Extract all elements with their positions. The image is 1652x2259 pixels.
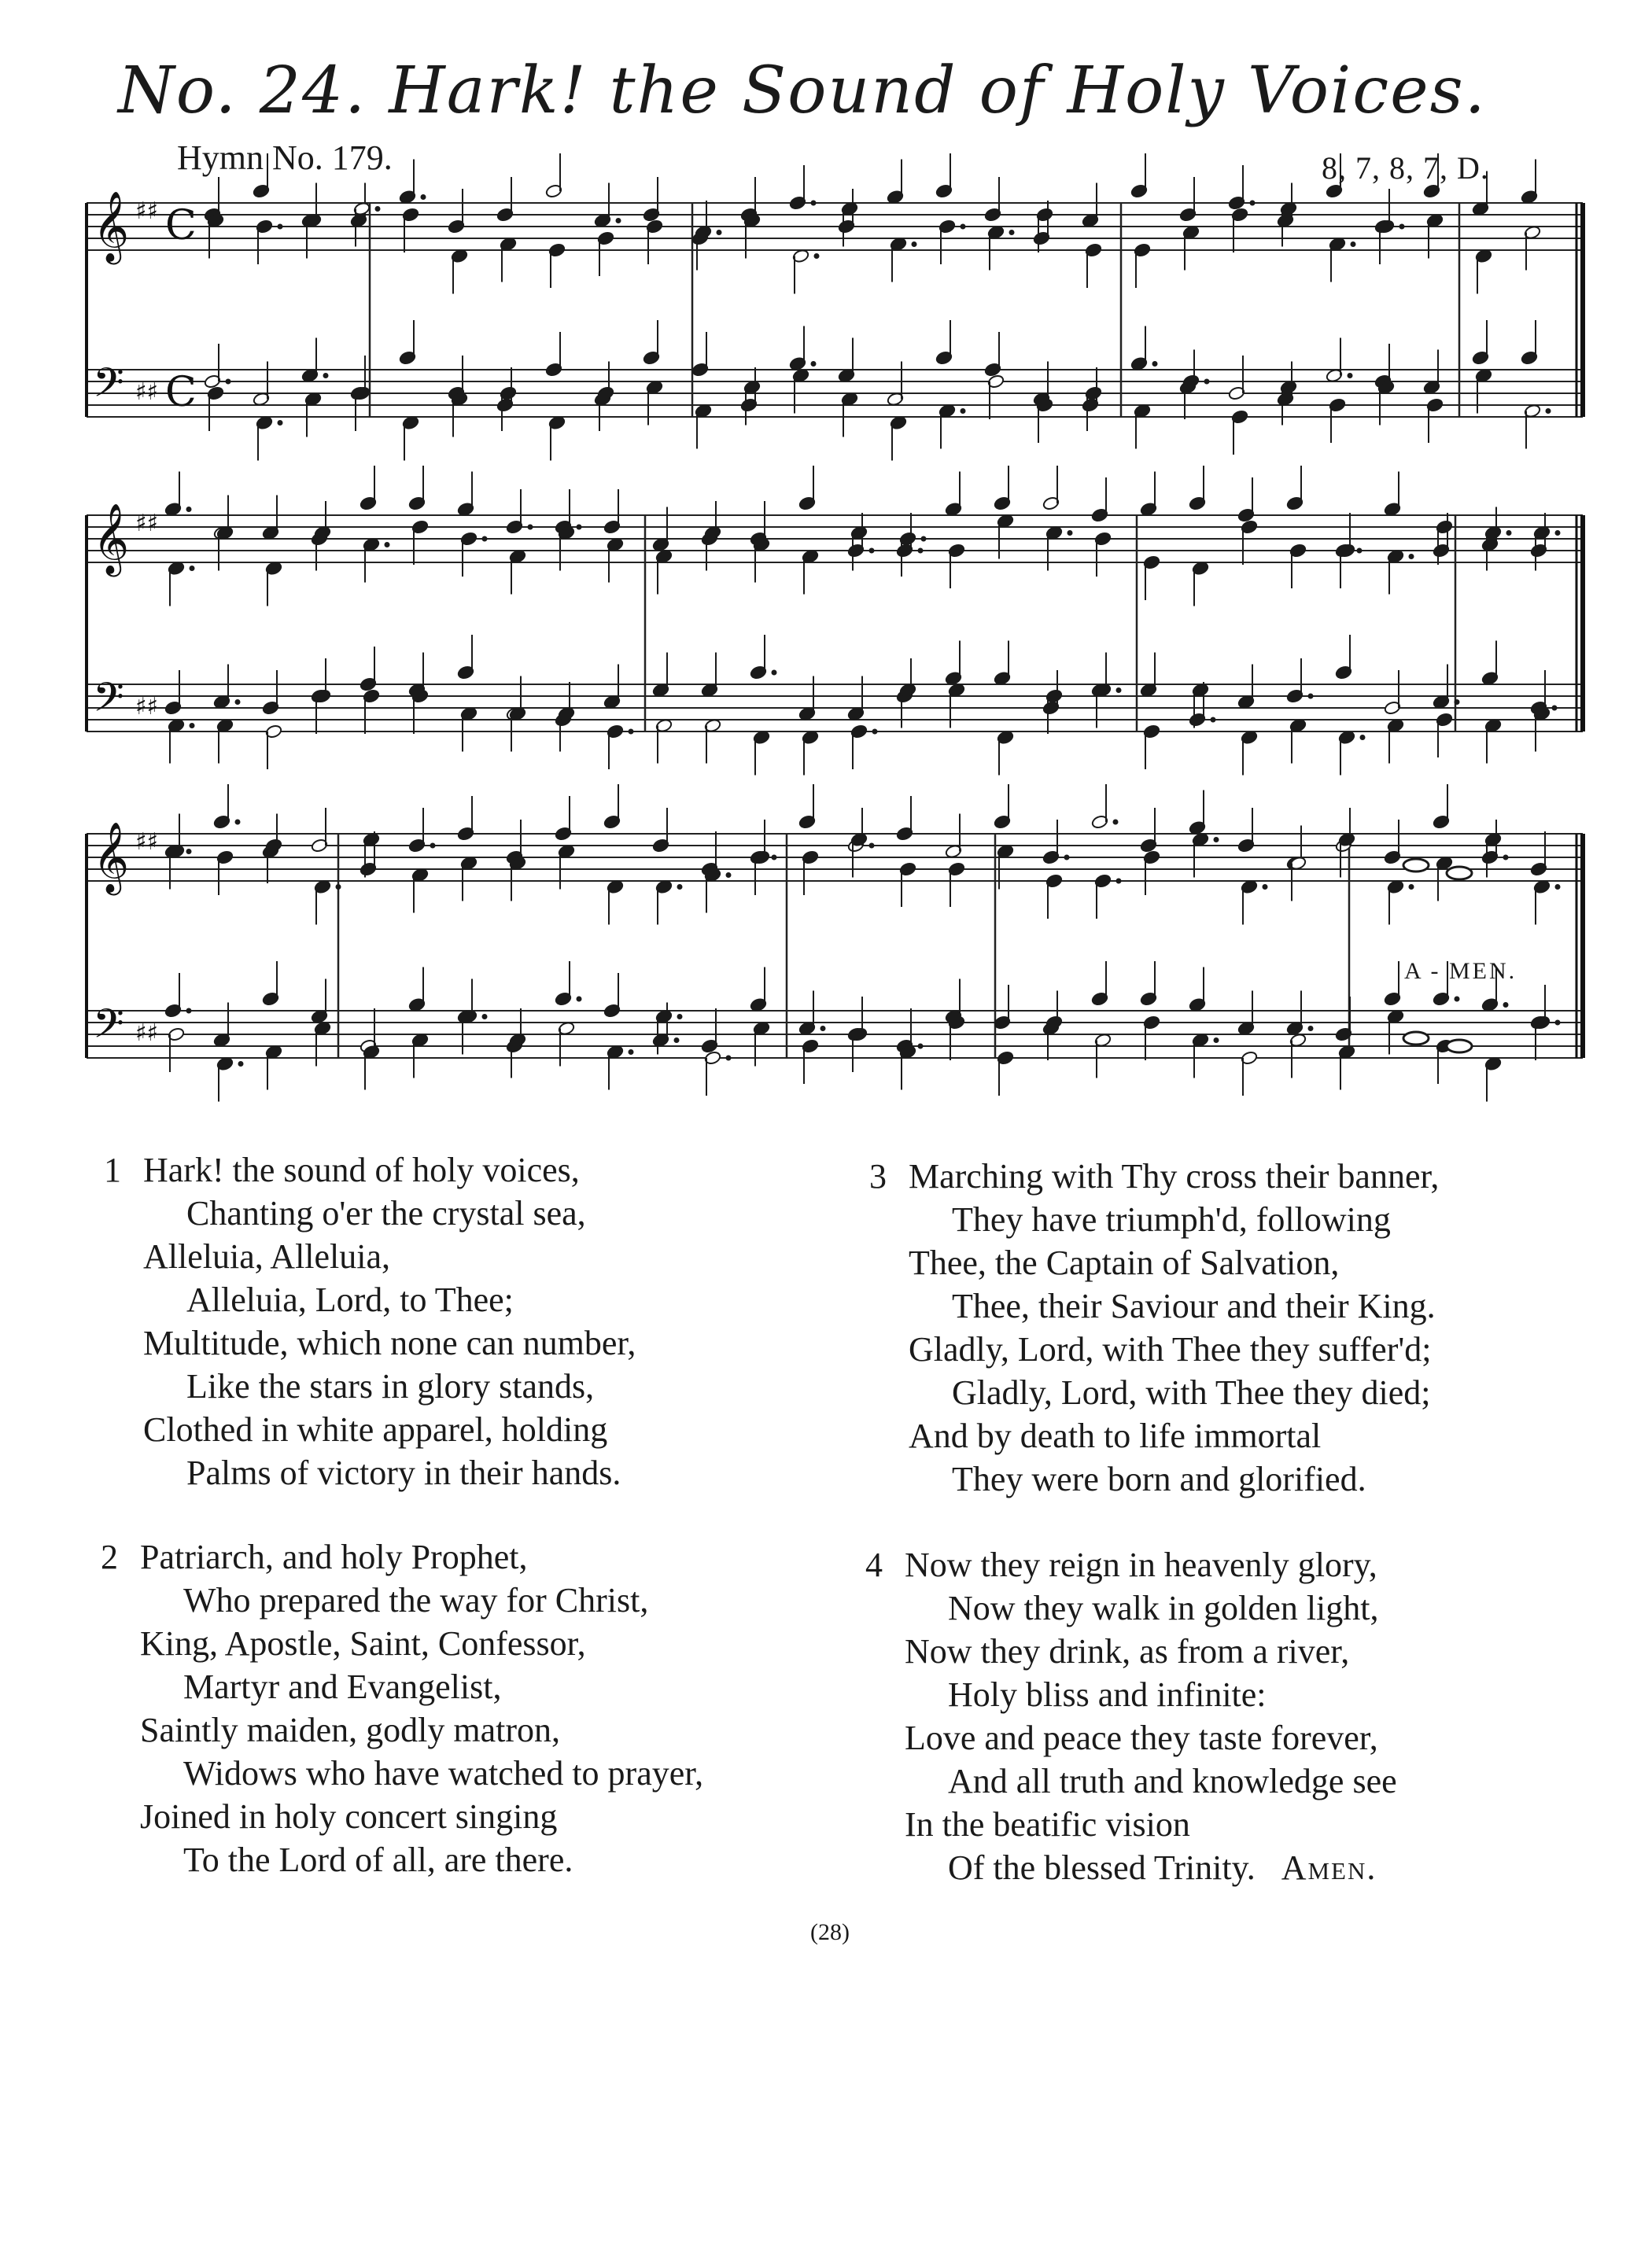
verse-number: 1 — [104, 1151, 121, 1189]
verse-line — [905, 1846, 1397, 1889]
note-dot — [1409, 555, 1414, 559]
treble-clef-icon: 𝄞 — [93, 822, 130, 893]
note-dot — [918, 548, 923, 553]
common-time-icon: C — [165, 369, 197, 416]
key-signature-icon: ♯♯ — [135, 693, 159, 720]
note-dot — [918, 1044, 923, 1048]
note-dot — [1204, 379, 1209, 384]
whole-note — [1447, 867, 1472, 879]
note-dot — [717, 230, 721, 235]
verse-2 — [101, 1535, 704, 1881]
verse-line: Patriarch, and holy Prophet, — [140, 1538, 528, 1576]
bass-clef-icon: 𝄢 — [93, 1000, 124, 1057]
verse-line: Marching with Thy cross their banner, — [909, 1157, 1440, 1196]
verse-number: 4 — [865, 1546, 883, 1584]
verse-line: Gladly, Lord, with Thee they suffer'd; — [909, 1330, 1432, 1369]
meter-label: 8, 7, 8, 7, D. — [1322, 150, 1489, 186]
note-dot — [629, 1050, 633, 1055]
note-dot — [1455, 700, 1459, 705]
note-dot — [1116, 879, 1121, 883]
note-dot — [235, 820, 240, 824]
note-dot — [577, 525, 581, 529]
verse-line: Joined in holy concert singing — [140, 1797, 558, 1836]
note-dot — [1555, 1020, 1560, 1025]
verse-line: Clothed in white apparel, holding — [143, 1410, 608, 1449]
note-dot — [1308, 694, 1313, 698]
verse-line: And by death to life immortal — [909, 1417, 1322, 1455]
verse-line: Widows who have watched to prayer, — [183, 1754, 704, 1793]
note-dot — [421, 195, 426, 200]
note-dot — [430, 843, 435, 848]
note-dot — [1351, 242, 1355, 247]
note-dot — [1009, 230, 1014, 235]
note-dot — [1360, 735, 1365, 740]
note-dot — [1409, 885, 1414, 890]
verse-line-text: Of the blessed Trinity. — [948, 1848, 1256, 1887]
treble-clef-icon: 𝄞 — [93, 503, 130, 574]
note-dot — [375, 207, 380, 212]
note-dot — [726, 1056, 731, 1060]
note-dot — [1552, 706, 1557, 710]
verse-line: Holy bliss and infinite: — [948, 1675, 1267, 1714]
verse-line: Alleluia, Alleluia, — [143, 1237, 391, 1276]
verse-line: Love and peace they taste forever, — [905, 1719, 1378, 1757]
verse-line: Now they drink, as from a river, — [905, 1632, 1350, 1671]
note-dot — [336, 885, 341, 890]
note-dot — [278, 421, 282, 426]
note-dot — [1308, 1026, 1313, 1031]
key-signature-icon: ♯♯ — [135, 1019, 159, 1047]
note-dot — [1263, 885, 1267, 890]
note-dot — [1506, 531, 1511, 536]
note-dot — [1555, 531, 1560, 536]
note-dot — [323, 374, 328, 378]
verse-line: Who prepared the way for Christ, — [183, 1581, 649, 1620]
note-dot — [820, 1026, 825, 1031]
verse-line: They have triumph'd, following — [952, 1200, 1391, 1239]
note-dot — [1214, 1038, 1219, 1043]
verse-number: 3 — [869, 1157, 887, 1196]
note-dot — [528, 525, 533, 529]
note-dot — [186, 849, 191, 854]
key-signature-icon: ♯♯ — [135, 378, 159, 406]
verse-line: Now they reign in heavenly glory, — [905, 1546, 1377, 1584]
verse-line: Palms of victory in their hands. — [186, 1454, 621, 1492]
verse-line: And all truth and knowledge see — [948, 1762, 1397, 1800]
note-dot — [482, 536, 487, 541]
verse-line: They were born and glorified. — [952, 1460, 1366, 1498]
note-dot — [278, 224, 282, 229]
key-signature-icon: ♯♯ — [135, 197, 159, 225]
note-dot — [1152, 362, 1157, 367]
hymn-reference: Hymn No. 179. — [177, 138, 393, 177]
note-dot — [677, 885, 682, 890]
note-dot — [811, 201, 816, 205]
note-dot — [961, 224, 965, 229]
note-dot — [674, 1038, 679, 1043]
note-dot — [1455, 997, 1459, 1001]
treble-clef-icon: 𝄞 — [93, 191, 130, 262]
score-notes — [164, 153, 1560, 1102]
bass-clef-icon: 𝄢 — [93, 359, 124, 416]
verse-line: Thee, the Captain of Salvation, — [909, 1244, 1340, 1282]
verse-line: Now they walk in golden light, — [948, 1589, 1379, 1627]
note-dot — [869, 843, 874, 848]
verse-line: Alleluia, Lord, to Thee; — [186, 1281, 514, 1319]
note-dot — [616, 219, 621, 223]
note-dot — [186, 507, 191, 512]
note-dot — [869, 548, 874, 553]
note-dot — [1503, 855, 1508, 860]
note-dot — [1211, 717, 1215, 722]
note-dot — [772, 670, 776, 675]
note-dot — [1357, 548, 1362, 553]
note-dot — [385, 543, 389, 547]
note-dot — [912, 242, 916, 247]
note-dot — [190, 566, 194, 571]
verse-number: 2 — [101, 1538, 118, 1576]
verse-line: Chanting o'er the crystal sea, — [186, 1194, 586, 1233]
note-dot — [238, 1062, 243, 1067]
verse-1 — [104, 1148, 636, 1494]
page-title: No. 24. Hark! the Sound of Holy Voices. — [118, 53, 1487, 128]
note-dot — [677, 1015, 682, 1019]
amen-label: A - MEN. — [1404, 958, 1517, 984]
whole-note — [1447, 1040, 1472, 1052]
verse-3 — [869, 1155, 1440, 1501]
verse-line: Saintly maiden, godly matron, — [140, 1711, 561, 1749]
verse-line: To the Lord of all, are there. — [183, 1841, 573, 1879]
note-dot — [872, 729, 877, 734]
note-dot — [1064, 855, 1069, 860]
verse-line: Like the stars in glory stands, — [186, 1367, 595, 1406]
note-dot — [1250, 201, 1255, 205]
note-dot — [235, 700, 240, 705]
verse-line: King, Apostle, Saint, Confessor, — [140, 1624, 586, 1663]
note-dot — [1214, 838, 1219, 842]
bass-clef-icon: 𝄢 — [93, 673, 124, 731]
verse-line: In the beatific vision — [905, 1805, 1190, 1844]
note-dot — [1546, 409, 1551, 414]
verse-line: Thee, their Saviour and their King. — [952, 1287, 1436, 1325]
note-dot — [186, 1008, 191, 1013]
verse-line: Hark! the sound of holy voices, — [143, 1151, 580, 1189]
note-dot — [961, 409, 965, 414]
verse-4 — [865, 1543, 1397, 1889]
amen-text: Amen. — [1281, 1848, 1377, 1887]
whole-note — [1403, 859, 1429, 872]
note-dot — [1555, 885, 1560, 890]
key-signature-icon: ♯♯ — [135, 510, 159, 537]
note-dot — [1113, 820, 1118, 824]
note-dot — [190, 724, 194, 728]
note-dot — [811, 362, 816, 367]
note-dot — [1116, 688, 1121, 693]
note-dot — [629, 729, 633, 734]
score-systems — [87, 191, 1583, 1058]
note-dot — [577, 997, 581, 1001]
note-dot — [1399, 224, 1404, 229]
note-dot — [482, 1015, 487, 1019]
note-dot — [772, 855, 776, 860]
note-dot — [814, 254, 819, 259]
note-dot — [1503, 1003, 1508, 1008]
note-dot — [726, 873, 731, 878]
common-time-icon: C — [165, 202, 197, 249]
note-dot — [1348, 374, 1352, 378]
verse-line: Martyr and Evangelist, — [183, 1668, 502, 1706]
verse-line: Multitude, which none can number, — [143, 1324, 636, 1362]
key-signature-icon: ♯♯ — [135, 828, 159, 856]
note-dot — [226, 379, 230, 384]
verse-line: Gladly, Lord, with Thee they died; — [952, 1373, 1431, 1412]
note-dot — [921, 536, 926, 541]
page-number: (28) — [810, 1919, 850, 1945]
whole-note — [1403, 1032, 1429, 1045]
note-dot — [1068, 531, 1072, 536]
